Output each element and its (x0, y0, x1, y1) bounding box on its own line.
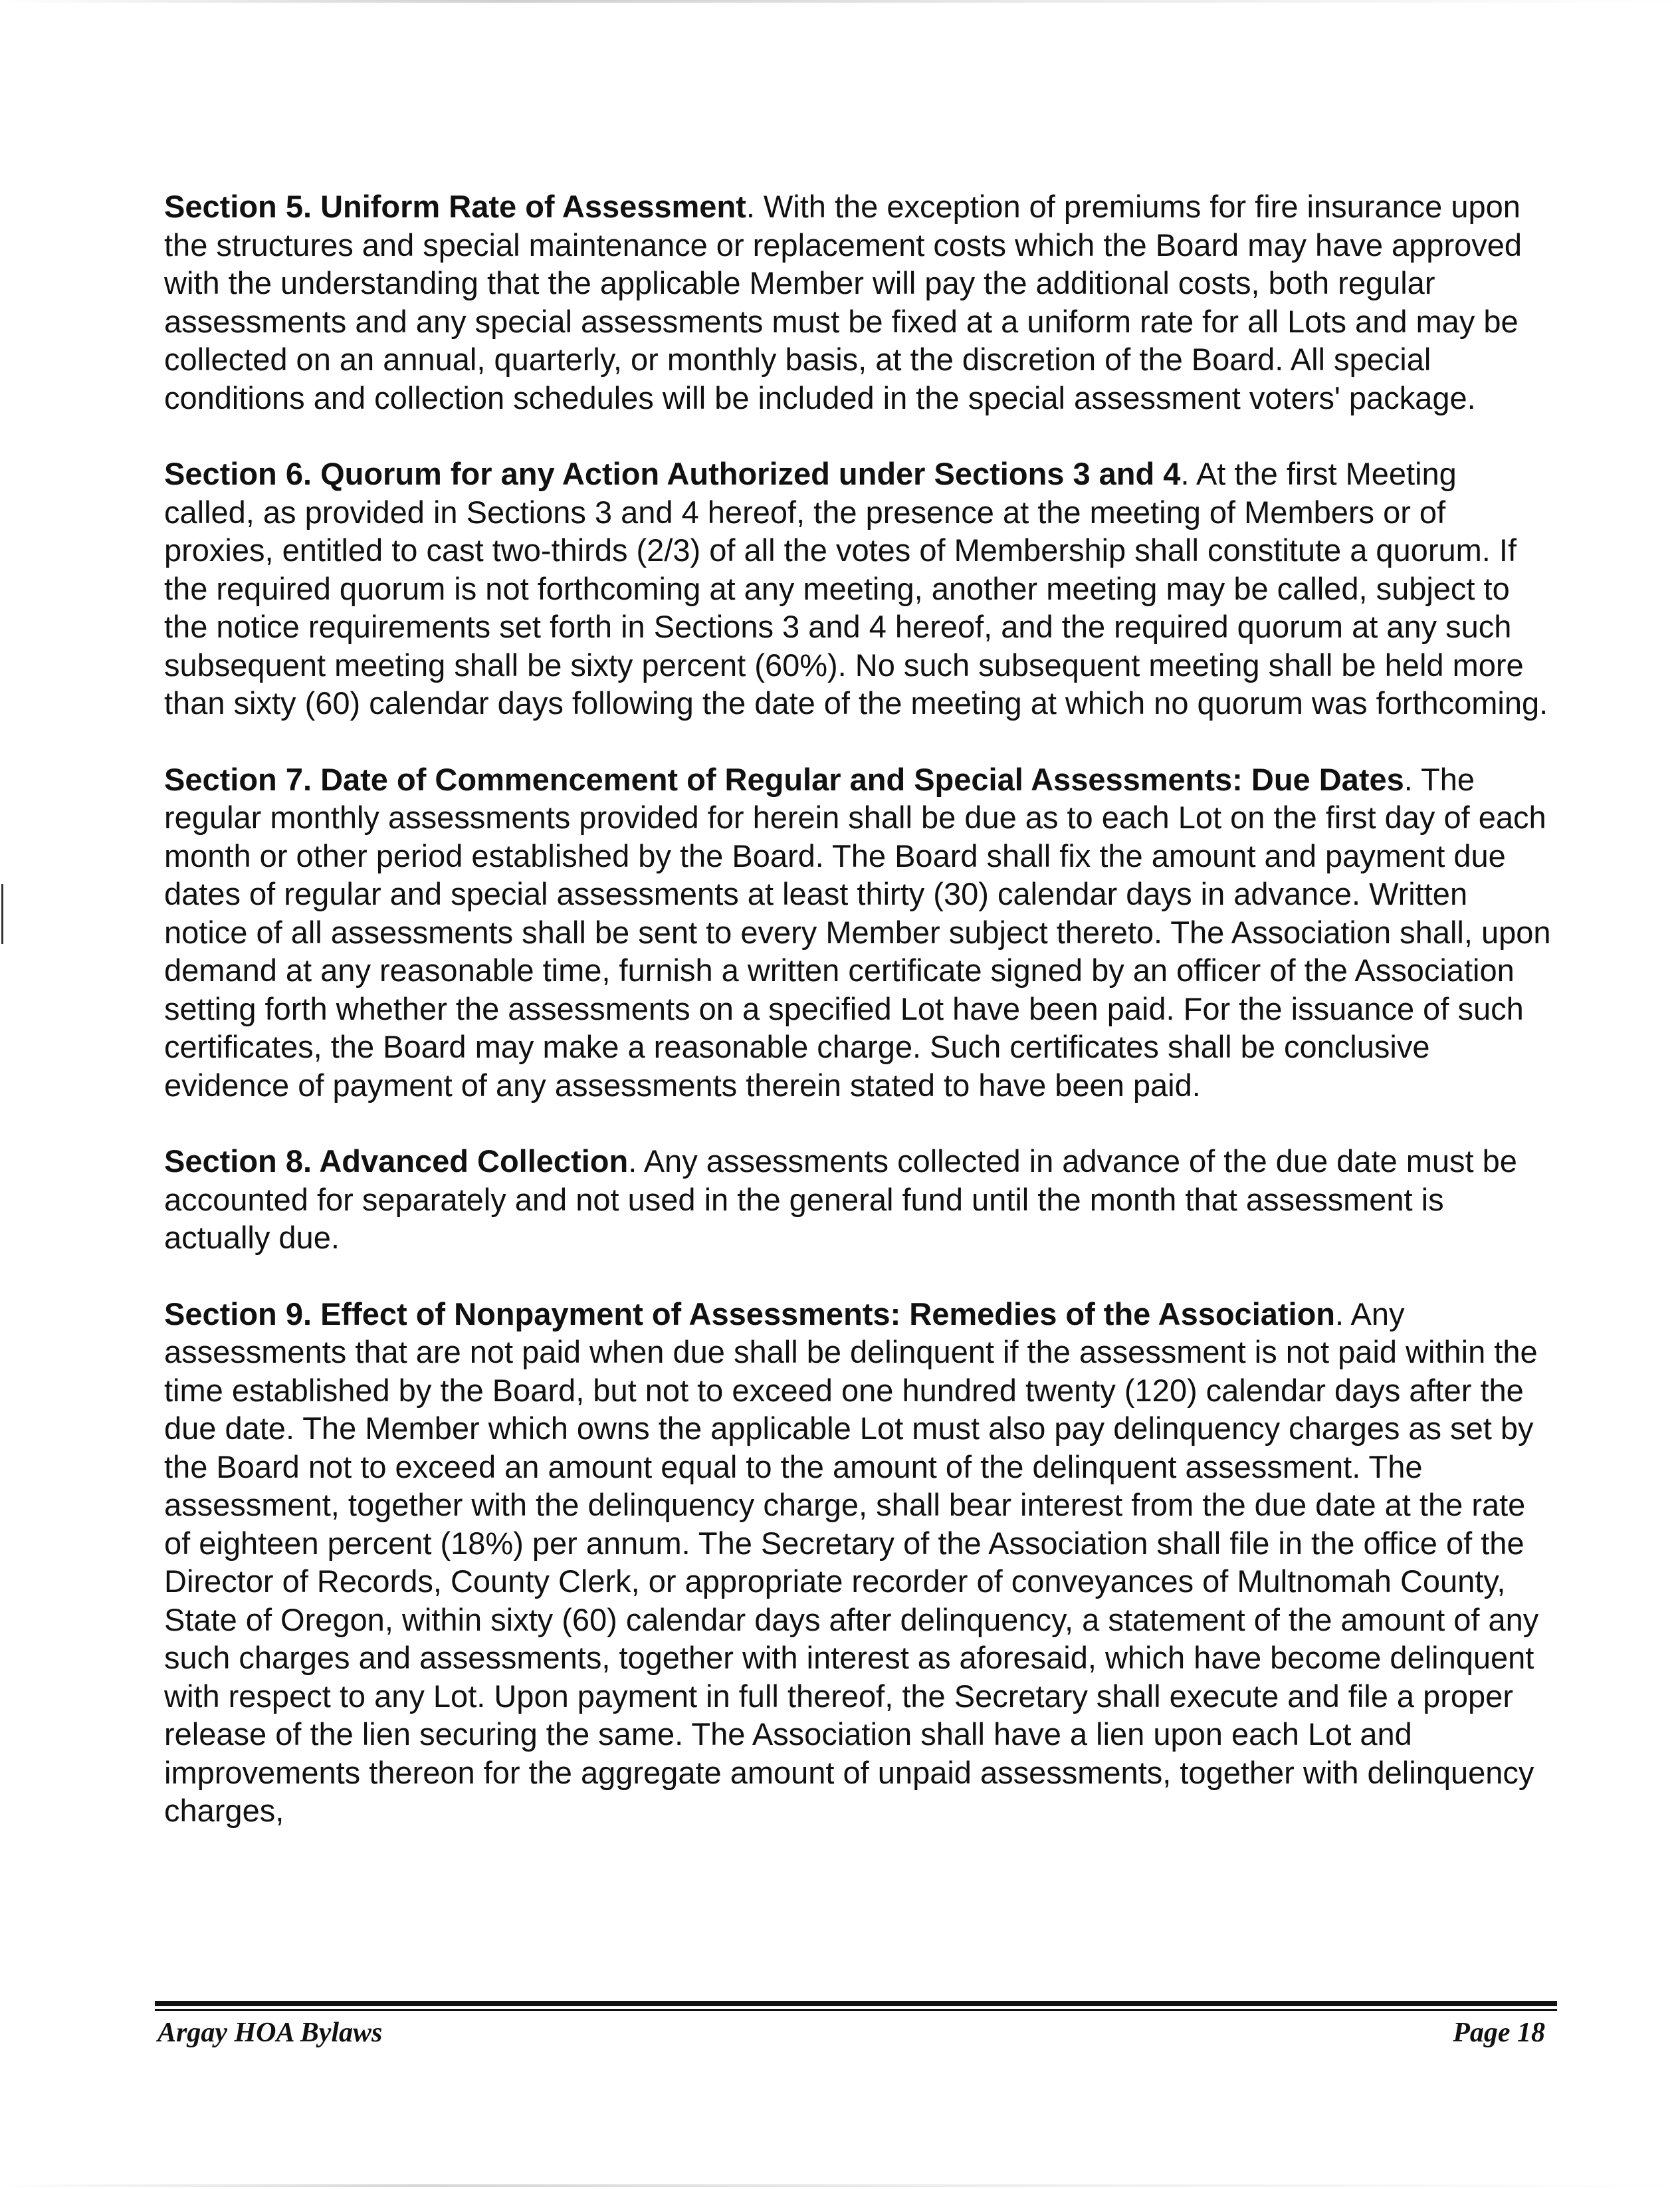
footer-divider-thin (155, 2009, 1557, 2011)
footer-page-number: Page 18 (1453, 2017, 1545, 2048)
section-9 (164, 1295, 1553, 1830)
section-heading: Section 5. Uniform Rate of Assessment (164, 189, 746, 224)
section-5 (164, 187, 1553, 417)
section-body: . Any assessments collected in advance of the due date must be accounted for separately and not used in the general fund until the month that assessment is actually due. (164, 1143, 1517, 1255)
footer-divider (155, 2001, 1557, 2006)
section-8 (164, 1142, 1553, 1257)
footer-document-title: Argay HOA Bylaws (158, 2017, 383, 2048)
section-heading: Section 9. Effect of Nonpayment of Assessments: Remedies of the Association (164, 1296, 1336, 1331)
scan-mark (1, 884, 3, 944)
section-heading: Section 6. Quorum for any Action Authorized under Sections 3 and 4 (164, 456, 1181, 491)
section-body: . With the exception of premiums for fire insurance upon the structures and special maintenance or replacement costs which the Board may have approved with the understanding that the applicable Member will pay the additional costs, both regular assessments and any special assessments must be fixed at a uniform rate for all Lots and may be collected on an annual, quarterly, or monthly basis, at the discretion of the Board. All special conditions and collection schedules will be included in the special assessment voters' package. (164, 189, 1522, 415)
scan-edge-top (0, 0, 1680, 3)
section-body: . Any assessments that are not paid when due shall be delinquent if the assessment is not paid within the time established by the Board, but not to exceed one hundred twenty (120) calendar days after the due date. The Member which owns the applicable Lot must also pay delinquency charges as set by the Board not to exceed an amount equal to the amount of the delinquent assessment. The assessment, together with the delinquency charge, shall bear interest from the due date at the rate of eighteen percent (18%) per annum. The Secretary of the Association shall file in the office of the Director of Records, County Clerk, or appropriate recorder of conveyances of Multnomah County, State of Oregon, within sixty (60) calendar days after delinquency, a statement of the amount of any such charges and assessments, together with interest as aforesaid, which have become delinquent with respect to any Lot. Upon payment in full thereof, the Secretary shall execute and file a proper release of the lien securing the same. The Association shall have a lien upon each Lot and improvements thereon for the aggregate amount of unpaid assessments, together with delinquency charges, (164, 1296, 1539, 1828)
body-text (164, 187, 1553, 1868)
section-heading: Section 7. Date of Commencement of Regular and Special Assessments: Due Dates (164, 761, 1404, 797)
scan-edge-bottom (0, 2184, 1680, 2187)
section-body: . The regular monthly assessments provided for herein shall be due as to each Lot on the first day of each month or other period established by the Board. The Board shall fix the amount and payment due dates of regular and special assessments at least thirty (30) calendar days in advance. Written notice of all assessments shall be sent to every Member subject thereto. The Association shall, upon demand at any reasonable time, furnish a written certificate signed by an officer of the Association setting forth whether the assessments on a specified Lot have been paid. For the issuance of such certificates, the Board may make a reasonable charge. Such certificates shall be conclusive evidence of payment of any assessments therein stated to have been paid. (164, 761, 1551, 1103)
section-6 (164, 455, 1553, 723)
section-heading: Section 8. Advanced Collection (164, 1143, 629, 1179)
section-body: . At the first Meeting called, as provided in Sections 3 and 4 hereof, the presence at the meeting of Members or of proxies, entitled to cast two-thirds (2/3) of all the votes of Membership shall constitute a quorum. If the required quorum is not forthcoming at any meeting, another meeting may be called, subject to the notice requirements set forth in Sections 3 and 4 hereof, and the required quorum at any such subsequent meeting shall be sixty percent (60%). No such subsequent meeting shall be held more than sixty (60) calendar days following the date of the meeting at which no quorum was forthcoming. (164, 456, 1548, 721)
section-7 (164, 760, 1553, 1105)
